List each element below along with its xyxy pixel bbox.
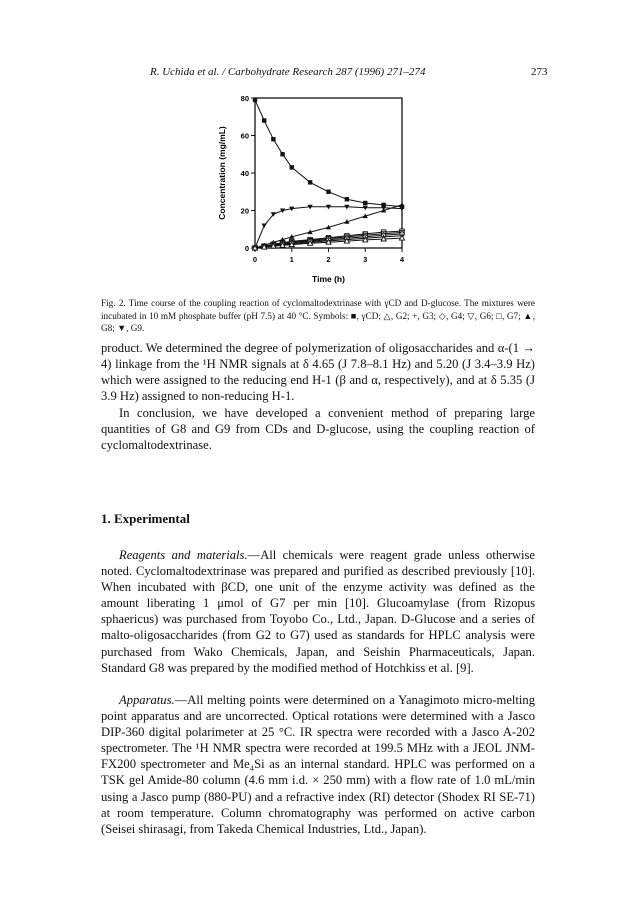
y-tick-label: 60 — [240, 131, 249, 141]
y-axis-label: Concentration (mg/mL) — [217, 126, 227, 220]
paragraph-apparatus-text: —All melting points were determined on a Yanagimoto micro-melting point apparatus and are uncorrected. Optical rotations were determined with a Jasco DIP-360 digital polarimeter at 25 °C. IR spectra were recorded with a Jasco A-202 spectrometer. The ¹H NMR spectra were recorded at 199.5 MHz with a JEOL JNM-FX200 spectrometer and Me₄Si as an internal standard. HPLC was performed on a TSK gel Amide-80 column (4.6 mm i.d. × 250 mm) with a flow rate of 1.0 mL/min using a Jasco pump (880-PU) and a refractive index (RI) detector (Shodex RI SE-71) at room temperature. Column chromatography was performed on active carbon (Seisei shirasagi, from Takeda Chemical Industries, Ltd., Japan). — [101, 693, 535, 836]
x-tick-label: 2 — [326, 255, 331, 264]
running-head: R. Uchida et al. / Carbohydrate Research 287 (1996) 271–274 — [150, 66, 426, 78]
γCD-point — [363, 201, 367, 205]
paragraph-conclusion: In conclusion, we have developed a convenient method of preparing large quantities of G8 and G9 from CDs and D-glucose, using the coupling reaction of cyclomaltodextrinase. — [101, 406, 535, 453]
γCD-point — [308, 180, 312, 184]
x-axis-label: Time (h) — [312, 274, 345, 284]
γCD-point — [290, 165, 294, 169]
figure-caption: Fig. 2. Time course of the coupling reaction of cyclomaltodextrinase with γCD and D-glucose. The mixtures were incubated in 10 mM phosphate buffer (pH 7.5) at 40 °C. Symbols: ■, γCD; △, G2; +, G3; ◇, G4; ▽, G6; □, G7; ▲, G8; ▼, G9. — [101, 298, 535, 333]
paragraph-apparatus — [101, 692, 535, 837]
y-tick-label: 20 — [240, 206, 249, 216]
paragraph-heading-reagents: Reagents and materials. — [119, 548, 248, 562]
γCD-point — [326, 190, 330, 194]
γCD-point — [345, 197, 349, 201]
γCD-point — [262, 118, 266, 122]
y-tick-label: 0 — [244, 244, 249, 253]
y-tick-label: 40 — [240, 169, 249, 178]
γCD-point — [271, 137, 275, 141]
page-number: 273 — [531, 66, 548, 78]
paragraph-reagents — [101, 547, 535, 676]
G9-point — [262, 224, 267, 229]
paragraph-heading-apparatus: Apparatus. — [119, 693, 175, 707]
x-tick-label: 1 — [289, 255, 294, 264]
γCD-point — [280, 152, 284, 156]
time-course-chart — [200, 86, 420, 286]
paragraph-reagents-text: —All chemicals were reagent grade unless otherwise noted. Cyclomaltodextrinase was prepared and purified as described previously [10]. When incubated with βCD, one unit of the enzyme activity was defined as the amount liberating 1 μmol of G7 per min [10]. Glucoamylase (from Rizopus sphaericus) was purchased from Toyobo Co., Ltd., Japan. D-Glucose and a series of malto-oligosaccharides (from G2 to G7) used as standards for HPLC analysis were purchased from Wako Chemicals, Japan, and Seishin Pharmaceuticals, Japan. Standard G8 was prepared by the modified method of Hotchkiss et al. [9]. — [101, 548, 535, 675]
x-tick-label: 4 — [399, 255, 405, 264]
x-tick-label: 0 — [252, 255, 258, 264]
x-tick-label: 3 — [363, 255, 368, 264]
y-tick-label: 80 — [240, 94, 249, 103]
section-title: 1. Experimental — [101, 511, 190, 526]
paragraph-nmr: product. We determined the degree of polymerization of oligosaccharides and α-(1 → 4) linkage from the ¹H NMR signals at δ 4.65 (J 7.8–8.1 Hz) and 5.20 (J 3.4–3.9 Hz) which were assigned to the reducing end H-1 (β and α, respectively), and at δ 5.35 (J 3.9 Hz) assigned to non-reducing H-1. — [101, 341, 535, 404]
γCD-point — [253, 98, 257, 102]
